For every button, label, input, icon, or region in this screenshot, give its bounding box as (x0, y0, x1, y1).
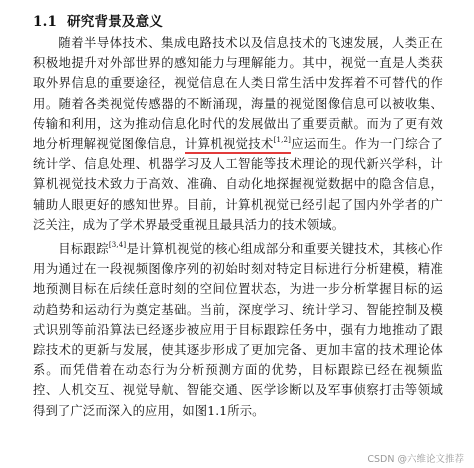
paragraph-background (33, 33, 443, 235)
paragraph-text: 随着半导体技术、集成电路技术以及信息技术的飞速发展，人类正在积极地提升对外部世界的感知能力与理解能力。其中，视觉一直是人类获取外界信息的重要途径，视觉信息在人类日常生活中发挥着不可替代的作用。随着各类视觉传感器的不断涌现，海量的视觉图像信息可以被收集、传输和利用，这为推动信息化时代的发展做出了重要贡献。而为了更有效地分析理解视觉图像信息， (33, 36, 443, 152)
section-title: 研究背景及意义 (67, 14, 163, 30)
paragraph-tracking (33, 239, 443, 421)
citation-ref: [3,4] (108, 241, 127, 249)
section-heading (33, 10, 163, 30)
csdn-watermark: CSDN @六维论文推荐 (367, 454, 464, 465)
highlighted-term-text: 计算机视觉技术 (184, 137, 274, 152)
highlighted-term (185, 137, 291, 154)
paragraph-text: 目标跟踪 (58, 242, 109, 256)
citation-ref: [1,2] (273, 136, 291, 145)
paragraph-text: 应运而生。作为一门综合了统计学、信息处理、机器学习及人工智能等技术理论的现代新兴学科，计算机视觉技术致力于高效、准确、自动化地探握视觉数据中的隐含信息，辅助人眼更好的感知世界。目前，计算机视觉已经引起了国内外学者的广泛关注，成为了学术界最受重视且最具活力的技术领域。 (33, 137, 443, 232)
paragraph-text: 是计算机视觉的核心组成部分和重要关键技术，其核心作用为通过在一段视频图像序列的初始时刻对特定目标进行分析建模，精准地预测目标在后续任意时刻的空间位置状态，为进一步分析掌握目标的运动趋势和运动行为奠定基础。当前，深度学习、统计学习、智能控制及模式识别等前沿算法已经逐步被应用于目标跟踪任务中，强有力地推动了跟踪技术的更新与发展，使其逐步形成了更加完备、更加丰富的技术理论体系。而凭借着在动态行为分析预测方面的优势，目标跟踪已经在视频监控、人机交互、视觉导航、智能交通、医学诊断以及军事侦察打击等领域得到了广泛而深入的应用，如图1.1所示。 (33, 242, 443, 418)
section-number: 1.1 (33, 14, 58, 30)
